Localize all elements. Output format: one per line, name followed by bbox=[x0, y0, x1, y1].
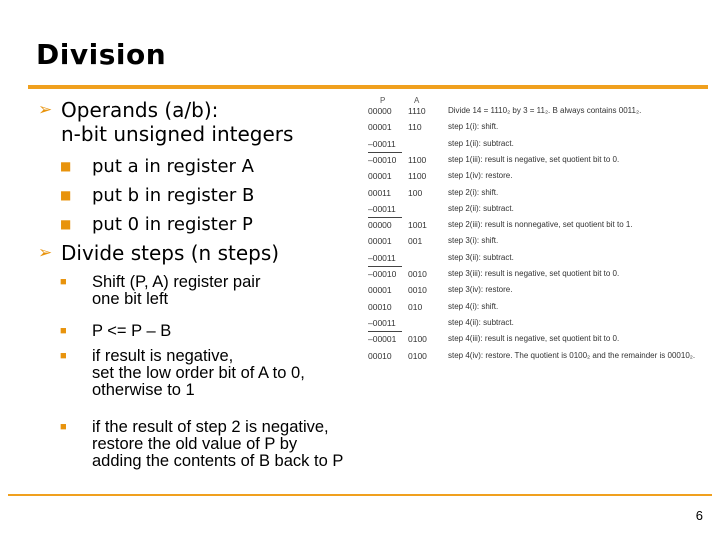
subbullet-put-a bbox=[60, 152, 254, 181]
a-value: 0010 bbox=[408, 285, 427, 296]
p-value: –00011 bbox=[368, 138, 396, 149]
subbullet-text: P <= P – B bbox=[92, 322, 172, 340]
subbullet-put-0 bbox=[60, 210, 253, 239]
p-value: 00001 bbox=[368, 236, 392, 247]
a-value: 010 bbox=[408, 301, 423, 312]
p-value: 00001 bbox=[368, 171, 392, 182]
a-value: 1100 bbox=[408, 171, 427, 182]
a-value: 1001 bbox=[408, 220, 427, 231]
division-example-table bbox=[340, 96, 712, 372]
a-value: 001 bbox=[408, 236, 423, 247]
a-value: 0100 bbox=[408, 334, 427, 345]
a-value: 0100 bbox=[408, 350, 427, 361]
subtract-rule bbox=[368, 152, 402, 153]
p-value: 00000 bbox=[368, 106, 392, 116]
subbullet-text: Shift (P, A) register pair one bit left bbox=[92, 273, 261, 308]
bullet-text: Operands (a/b): bbox=[61, 98, 219, 122]
square-bullet-icon: ■ bbox=[60, 217, 72, 231]
subbullet-shift bbox=[60, 274, 260, 308]
step-description: step 3(i): shift. bbox=[448, 236, 499, 246]
column-header-p: P bbox=[380, 96, 386, 105]
step-description: step 4(iv): restore. The quotient is 0100₂ and the remainder is 00010₂. bbox=[448, 350, 696, 360]
square-bullet-icon: ■ bbox=[60, 159, 72, 173]
column-header-a: A bbox=[414, 96, 420, 105]
subtract-rule bbox=[368, 331, 402, 332]
step-description: step 1(iii): result is negative, set quotient bit to 0. bbox=[448, 154, 620, 164]
a-value: 0010 bbox=[408, 269, 427, 279]
footer-line bbox=[8, 494, 712, 496]
square-bullet-icon: ■ bbox=[60, 276, 67, 288]
p-value: 00000 bbox=[368, 220, 392, 231]
p-value: –00010 bbox=[368, 154, 397, 165]
subbullet-text: put a in register A bbox=[92, 156, 254, 177]
page-number: 6 bbox=[695, 508, 703, 523]
step-description: step 2(i): shift. bbox=[448, 187, 499, 197]
p-value: 00011 bbox=[368, 187, 392, 198]
square-bullet-icon: ■ bbox=[60, 421, 67, 433]
step-description: step 3(iii): result is negative, set quotient bit to 0. bbox=[448, 269, 620, 278]
bullet-text-cont: n-bit unsigned integers bbox=[61, 122, 294, 146]
p-value: –00010 bbox=[368, 269, 397, 279]
subtract-rule bbox=[368, 266, 402, 267]
slide-title: Division bbox=[36, 38, 167, 71]
bullet-operands bbox=[38, 98, 293, 146]
title-underline bbox=[28, 85, 708, 89]
square-bullet-icon: ■ bbox=[60, 325, 67, 337]
a-value: 100 bbox=[408, 187, 423, 198]
arrow-bullet-icon: ➢ bbox=[38, 243, 53, 263]
subbullet-negative bbox=[60, 348, 305, 399]
subbullet-text: if the result of step 2 is negative, restore the old value of P by adding the contents of B back to P bbox=[92, 418, 344, 470]
subbullet-text: if result is negative, set the low order bit of A to 0, otherwise to 1 bbox=[92, 347, 305, 399]
step-description: step 1(i): shift. bbox=[448, 122, 499, 132]
subbullet-text: put b in register B bbox=[92, 185, 255, 206]
a-value: 110 bbox=[408, 122, 422, 133]
bullet-divide-steps bbox=[38, 241, 279, 265]
step-description: step 1(ii): subtract. bbox=[448, 138, 514, 148]
step-description: step 4(ii): subtract. bbox=[448, 317, 514, 327]
p-value: –00011 bbox=[368, 252, 396, 263]
step-description: step 4(iii): result is negative, set quotient bit to 0. bbox=[448, 334, 620, 344]
step-description: step 4(i): shift. bbox=[448, 301, 499, 311]
a-value: 1100 bbox=[408, 154, 427, 165]
subbullet-subtract bbox=[60, 323, 171, 340]
subbullet-restore bbox=[60, 419, 343, 470]
square-bullet-icon: ■ bbox=[60, 188, 72, 202]
bullet-text: Divide steps (n steps) bbox=[61, 241, 280, 265]
p-value: –00001 bbox=[368, 334, 397, 345]
p-value: –00011 bbox=[368, 317, 396, 328]
step-description: step 2(ii): subtract. bbox=[448, 203, 514, 213]
square-bullet-icon: ■ bbox=[60, 350, 67, 362]
step-description: step 3(ii): subtract. bbox=[448, 252, 514, 262]
p-value: –00011 bbox=[368, 203, 396, 214]
step-description: step 2(iii): result is nonnegative, set quotient bit to 1. bbox=[448, 220, 633, 230]
p-value: 00010 bbox=[368, 301, 392, 312]
subbullet-text: put 0 in register P bbox=[92, 214, 253, 235]
step-description: step 3(iv): restore. bbox=[448, 285, 513, 295]
a-value: 1110 bbox=[408, 106, 426, 116]
step-description: Divide 14 = 1110₂ by 3 = 11₂. B always contains 0011₂. bbox=[448, 106, 642, 115]
arrow-bullet-icon: ➢ bbox=[38, 100, 53, 120]
subbullet-put-b bbox=[60, 181, 254, 210]
step-description: step 1(iv): restore. bbox=[448, 171, 513, 181]
subtract-rule bbox=[368, 217, 402, 218]
p-value: 00001 bbox=[368, 122, 392, 133]
p-value: 00010 bbox=[368, 350, 392, 361]
p-value: 00001 bbox=[368, 285, 392, 296]
